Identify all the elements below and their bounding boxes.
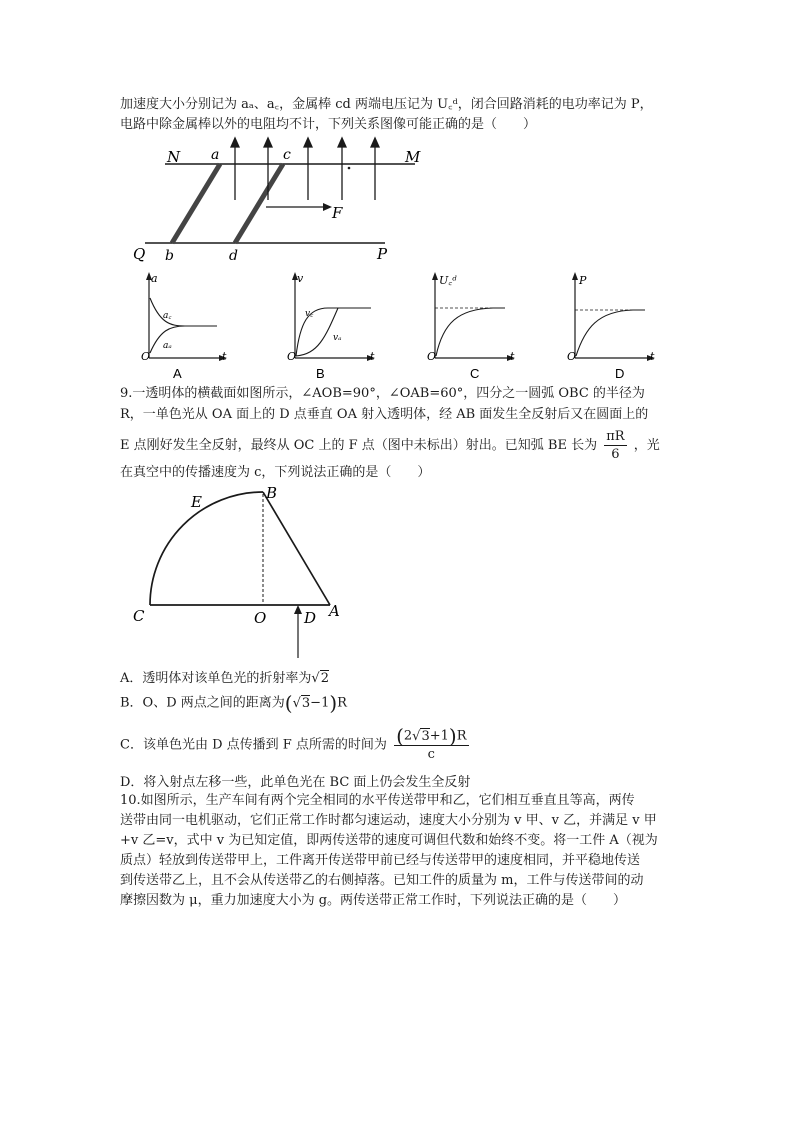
q9-text-line-3b: ，光 — [633, 438, 660, 453]
option-c-text: C．该单色光由 D 点传播到 F 点所需的时间为 — [120, 737, 387, 753]
option-label-c: C — [470, 366, 480, 381]
incident-ray-arrowhead — [294, 605, 302, 614]
axis-label-y: a — [151, 272, 158, 285]
label-E: E — [191, 493, 202, 511]
option-label-d: D — [615, 366, 625, 381]
label-F: F — [332, 204, 343, 222]
curve-ac — [150, 298, 217, 326]
curve-label-ac: a꜀ — [163, 311, 172, 321]
origin-label: O — [287, 350, 297, 363]
sqrt-3: √3 — [292, 695, 311, 711]
rails-figure — [125, 135, 425, 265]
q8-text-line-1: 加速度大小分别记为 aₐ、a꜀，金属棒 cd 两端电压记为 U꜀ᵈ，闭合回路消耗的电功率记为 P， — [120, 97, 653, 112]
q9-text-line-2: R，一单色光从 OA 面上的 D 点垂直 OA 射入透明体，经 AB 面发生全反射后又在圆面上的 — [120, 407, 649, 422]
q9-option-b: B．O、D 两点之间的距离为(√3−1)R — [120, 691, 347, 715]
label-D: D — [304, 609, 317, 627]
q9-text-line-1: 9.一透明体的横截面如图所示，∠AOB=90°，∠OAB=60°，四分之一圆弧 OBC 的半径为 — [120, 386, 645, 401]
label-b: b — [165, 248, 174, 264]
q9-text-line-3a: E 点刚好发生全反射，最终从 OC 上的 F 点（图中未标出）射出。已知弧 BE 长为 — [120, 438, 598, 453]
q9-option-a — [120, 670, 329, 688]
label-c: c — [283, 147, 291, 163]
label-C: C — [133, 607, 145, 625]
curve-label-va: vₐ — [333, 333, 342, 343]
origin-label: O — [141, 350, 151, 363]
force-arrowhead — [323, 203, 332, 211]
axis-label-y: v — [297, 272, 304, 285]
label-M: M — [405, 148, 421, 166]
label-N: N — [167, 148, 181, 166]
q10-text-line-5: 到传送带乙上，且不会从传送带乙的右侧掉落。已知工件的质量为 m，工件与传送带间的动 — [120, 873, 644, 888]
fraction-numerator: (2√3+1)R — [396, 724, 467, 748]
q10-text-line-1: 10.如图所示，生产车间有两个完全相同的水平传送带甲和乙，它们相互垂直且等高，两传 — [120, 793, 635, 808]
origin-label: O — [567, 350, 577, 363]
fraction-pi-r-over-6 — [604, 428, 626, 463]
q9-text-line-4: 在真空中的传播速度为 c，下列说法正确的是（ ） — [120, 465, 431, 480]
option-a-text: A．透明体对该单色光的折射率为 — [120, 671, 312, 686]
label-a: a — [211, 147, 220, 163]
axis-label-y: P — [579, 274, 587, 287]
radicand: 3 — [301, 695, 311, 711]
axis-label-x: t — [650, 350, 655, 363]
option-label-a: A — [173, 366, 182, 381]
transparent-body-figure — [130, 480, 350, 660]
q9-option-d: D．将入射点左移一些，此单色光在 BC 面上仍会发生全反射 — [120, 775, 471, 790]
curve-label-vc: v꜀ — [305, 309, 314, 319]
q10-text-line-4: 质点）轻放到传送带甲上，工件离开传送带甲前已经与传送带甲的速度相同，并平稳地传送 — [120, 853, 641, 868]
magnetic-field-arrows — [231, 138, 379, 200]
q10-text-line-2: 送带由同一电机驱动，它们正常工作时都匀速运动，速度大小分别为 v 甲、v 乙，并满足 v 甲 — [120, 813, 657, 828]
rod-cd — [235, 164, 283, 243]
graph-c — [423, 268, 523, 383]
label-B: B — [266, 484, 278, 502]
q10-text-line-3: +v 乙=v，式中 v 为已知定值，即两传送带的速度可调但代数和始终不变。将一工件 A（视为 — [120, 833, 658, 848]
option-label-b: B — [316, 366, 325, 381]
curve-p — [576, 310, 645, 356]
option-b-text: B．O、D 两点之间的距离为 — [120, 695, 285, 711]
q8-text-line-2: 电路中除金属棒以外的电阻均不计，下列关系图像可能正确的是（ ） — [120, 117, 537, 132]
graph-a — [135, 268, 235, 383]
axis-label-x: t — [370, 350, 375, 363]
graph-b — [283, 268, 383, 383]
label-A: A — [329, 602, 340, 620]
graph-d — [563, 268, 663, 383]
fraction-time — [394, 724, 468, 763]
curve-label-aa: aₐ — [163, 341, 172, 351]
fraction-numerator: πR — [606, 429, 625, 444]
label-P: P — [377, 245, 388, 263]
rod-ab — [172, 164, 220, 243]
origin-label: O — [427, 350, 437, 363]
q9-text-line-3 — [120, 428, 660, 463]
q10-text-line-6: 摩擦因数为 μ，重力加速度大小为 g。两传送带正常工作时，下列说法正确的是（ ） — [120, 893, 627, 908]
sqrt-2: √2 — [311, 671, 329, 686]
label-d: d — [229, 248, 238, 264]
q9-option-c — [120, 724, 472, 763]
curve-va — [296, 308, 338, 356]
axis-label-y: U꜀ᵈ — [439, 274, 457, 287]
axis-label-x: t — [510, 350, 515, 363]
curve-ucd — [436, 308, 505, 356]
label-O: O — [254, 609, 267, 627]
option-b-tail: −1 — [310, 695, 330, 711]
dot-mark — [348, 167, 351, 170]
axis-label-x: t — [222, 350, 227, 363]
arc-bc — [150, 492, 263, 605]
side-ab — [263, 492, 330, 605]
option-b-unit: R — [337, 695, 347, 711]
fraction-denominator: 6 — [611, 447, 620, 462]
label-Q: Q — [133, 245, 146, 263]
fraction-denominator: c — [427, 747, 435, 762]
radicand: 2 — [320, 671, 329, 686]
